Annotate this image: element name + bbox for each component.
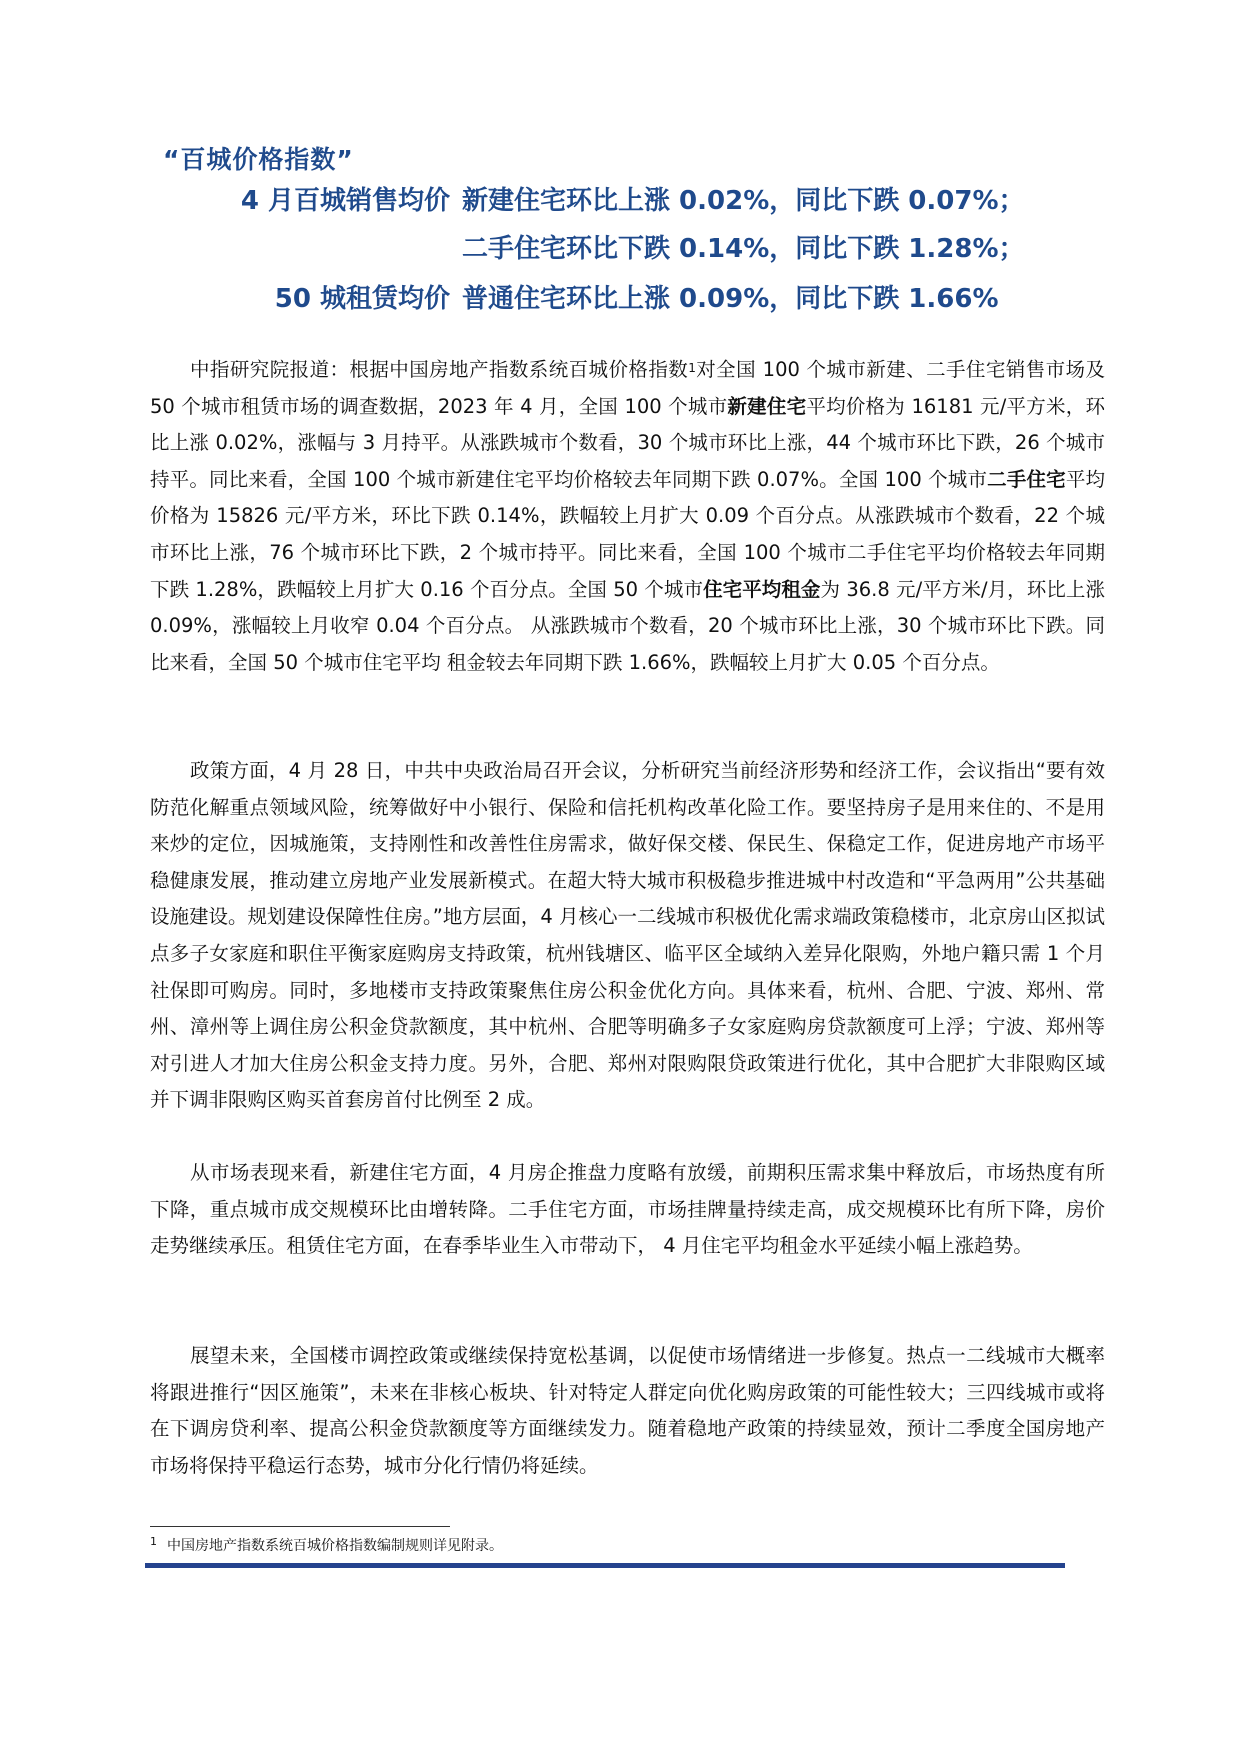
p1-text-d: 平均价格为 15826 元/平方米，环比下跌 0.14%，跌幅较上月扩大 0.09 个百分点。从涨跌城市个数看，22 个城市环比上涨，76 个城市环比下跌，2 个城市持平。同比来看，全国 100 个城市二手住宅平均价格较去年同期下跌 1.28%，跌幅较上月扩大 0.16 个百分点。全国 50 个城市 bbox=[150, 467, 1105, 601]
p1-text-c: 平均价格为 16181 元/平方米，环比上涨 0.02%，涨幅与 3 月持平。从涨跌城市个数看，30 个城市环比上涨，44 个城市环比下跌，26 个城市持平。同比来看，全国 100 个城市新建住宅平均价格较去年同期下跌 0.07%。全国 100 个城市 bbox=[150, 394, 1105, 491]
paragraph-2 bbox=[150, 753, 1105, 1119]
headline-text: 普通住宅环比上涨 0.09%，同比下跌 1.66% bbox=[462, 284, 999, 314]
p4-text: 展望未来，全国楼市调控政策或继续保持宽松基调，以促使市场情绪进一步修复。热点一二线城市大概率将跟进推行“因区施策”，未来在非核心板块、针对特定人群定向优化购房政策的可能性较大；三四线城市或将在下调房贷利率、提高公积金贷款额度等方面继续发力。随着稳地产政策的持续显效，预计二季度全国房地产市场将保持平稳运行态势，城市分化行情仍将延续。 bbox=[150, 1344, 1105, 1477]
p1-bold-second-hand: 二手住宅 bbox=[987, 467, 1066, 491]
headline-label: 50 城租赁均价 bbox=[274, 284, 450, 314]
p1-bold-new-housing: 新建住宅 bbox=[727, 394, 807, 418]
p2-text: 政策方面，4 月 28 日，中共中央政治局召开会议，分析研究当前经济形势和经济工作，会议指出“要有效防范化解重点领域风险，统筹做好中小银行、保险和信托机构改革化险工作。要坚持房子是用来住的、不是用来炒的定位，因城施策，支持刚性和改善性住房需求，做好保交楼、保民生、保稳定工作，促进房地产市场平稳健康发展，推动建立房地产业发展新模式。在超大特大城市积极稳步推进城中村改造和“平急两用”公共基础设施建设。规划建设保障性住房。”地方层面，4 月核心一二线城市积极优化需求端政策稳楼市，北京房山区拟试点多子女家庭和职住平衡家庭购房支持政策，杭州钱塘区、临平区全域纳入差异化限购，外地户籍只需 1 个月社保即可购房。同时，多地楼市支持政策聚焦住房公积金优化方向。具体来看，杭州、合肥、宁波、郑州、常州、漳州等上调住房公积金贷款额度，其中杭州、合肥等明确多子女家庭购房贷款额度可上浮；宁波、郑州等对引进人才加大住房公积金支持力度。另外，合肥、郑州对限购限贷政策进行优化，其中合肥扩大非限购区域并下调非限购区购买首套房首付比例至 2 成。 bbox=[150, 759, 1105, 1112]
footnote-marker: 1 bbox=[150, 1535, 157, 1548]
headline-text: 二手住宅环比下跌 0.14%，同比下跌 1.28%； bbox=[462, 234, 1025, 264]
headline-text: 新建住宅环比上涨 0.02%，同比下跌 0.07%； bbox=[462, 186, 1025, 216]
paragraph-3 bbox=[150, 1155, 1105, 1265]
p1-text-a: 中指研究院报道：根据中国房地产指数系统百城价格指数 bbox=[190, 358, 689, 381]
footnote-text: 中国房地产指数系统百城价格指数编制规则详见附录。 bbox=[167, 1538, 503, 1554]
headline-label: 4 月百城销售均价 bbox=[240, 186, 450, 216]
section-title: “百城价格指数” bbox=[163, 145, 354, 174]
paragraph-1 bbox=[150, 352, 1105, 681]
p1-text-b: 对全国 100 个城市新建、二手住宅销售市场及 50 个城市租赁市场的调查数据，2023 年 4 月，全国 100 个城市 bbox=[150, 358, 1105, 418]
p3-text: 从市场表现来看，新建住宅方面，4 月房企推盘力度略有放缓，前期积压需求集中释放后，市场热度有所下降，重点城市成交规模环比由增转降。二手住宅方面，市场挂牌量持续走高，成交规模环比有所下降，房价走势继续承压。租赁住宅方面，在春季毕业生入市带动下， 4 月住宅平均租金水平延续小幅上涨趋势。 bbox=[150, 1161, 1105, 1258]
p1-bold-rent: 住宅平均租金 bbox=[703, 577, 821, 601]
paragraph-4 bbox=[150, 1338, 1105, 1484]
page-bottom-rule bbox=[145, 1563, 1065, 1568]
footnote-ref[interactable]: 1 bbox=[688, 361, 696, 375]
footnote bbox=[150, 1535, 503, 1555]
p1-text-e: 为 36.8 元/平方米/月，环比上涨 0.09%，涨幅较上月收窄 0.04 个百分点。 从涨跌城市个数看，20 个城市环比上涨，30 个城市环比下跌。同比来看，全国 50 个城市住宅平均 租金较去年同期下跌 1.66%，跌幅较上月扩大 0.05 个百分点。 bbox=[150, 577, 1105, 674]
footnote-divider bbox=[150, 1526, 450, 1527]
